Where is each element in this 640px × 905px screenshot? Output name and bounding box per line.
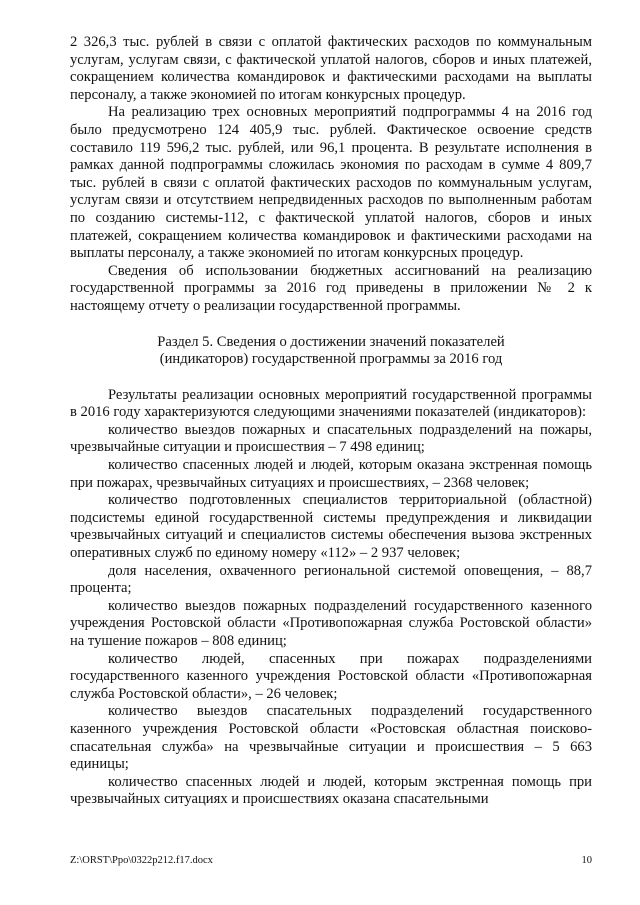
paragraph-subprogram-4: На реализацию трех основных мероприятий подпрограммы 4 на 2016 год было предусмотрено 124 405,9 тыс. рублей. Фактическое освоение средств составило 119 596,2 тыс. рублей, или 96,1 процента. В результате исполнения в рамках данной подпрограммы сложилась экономия по расходам в сумме 4 809,7 тыс. рублей в связи с оплатой фактических расходов по коммунальным услугам, услугам связи и отсутствием непредвиденных расходов по выполненным работам по созданию системы-112, с фактической уплатой налогов, сборов и иных платежей, сокращением количества командировок и фактическими расходами на выплаты персоналу, а также экономией по итогам конкурсных процедур. [70,104,592,262]
paragraph-budget-appendix: Сведения об использовании бюджетных ассигнований на реализацию государственной программы за 2016 год приведены в приложении № 2 к настоящему отчету о реализации государственной программы. [70,262,592,314]
paragraph-continuation: 2 326,3 тыс. рублей в связи с оплатой фактических расходов по коммунальным услугам, услугам связи, с фактической уплатой налогов, сборов и иных платежей, сокращением количества командировок и фактическими расходами на выплаты персоналу, а также экономией по итогам конкурсных процедур. [70,34,592,103]
footer-file-path: Z:\ORST\Ppo\0322p212.f17.docx [70,855,213,866]
indicator-warning-coverage: доля населения, охваченного региональной системой оповещения, – 88,7 процента; [70,562,592,597]
indicator-specialists-trained: количество подготовленных специалистов территориальной (областной) подсистемы единой государственной системы предупреждения и ликвидации чрезвычайных ситуаций и специалистов системы обеспечения вызова экстренных оперативных служб по единому номеру «112» – 2 937 человек; [70,492,592,562]
page-footer [70,855,592,867]
section-heading-line-1: Раздел 5. Сведения о достижении значений показателей [157,333,505,350]
section-heading [70,334,592,369]
indicator-fire-service-rescued: количество людей, спасенных при пожарах подразделениями государственного казенного учреждения Ростовской области «Противопожарная служба Ростовской области», – 26 человек; [70,650,592,702]
section-heading-line-2: (индикаторов) государственной программы за 2016 год [159,351,503,368]
indicator-fire-rescue-trips: количество выездов пожарных и спасательных подразделений на пожары, чрезвычайные ситуации и происшествия – 7 498 единиц; [70,421,592,456]
document-body [70,34,592,809]
indicator-fire-service-trips: количество выездов пожарных подразделений государственного казенного учреждения Ростовской области «Противопожарная служба Ростовской области» на тушение пожаров – 808 единиц; [70,597,592,649]
indicator-search-rescue-trips: количество выездов спасательных подразделений государственного казенного учреждения Ростовской области «Ростовская областная поисково-спасательная служба» на чрезвычайные ситуации и происшествия – 5 663 единицы; [70,703,592,773]
indicator-people-rescued: количество спасенных людей и людей, которым оказана экстренная помощь при пожарах, чрезвычайных ситуациях и происшествиях, – 2368 человек; [70,457,592,491]
footer-page-number: 10 [581,855,592,866]
indicator-emergency-help: количество спасенных людей и людей, которым экстренная помощь при чрезвычайных ситуациях и происшествиях оказана спасательными [70,773,592,808]
paragraph-results-intro: Результаты реализации основных мероприятий государственной программы в 2016 году характеризуются следующими значениями показателей (индикаторов): [70,386,592,421]
